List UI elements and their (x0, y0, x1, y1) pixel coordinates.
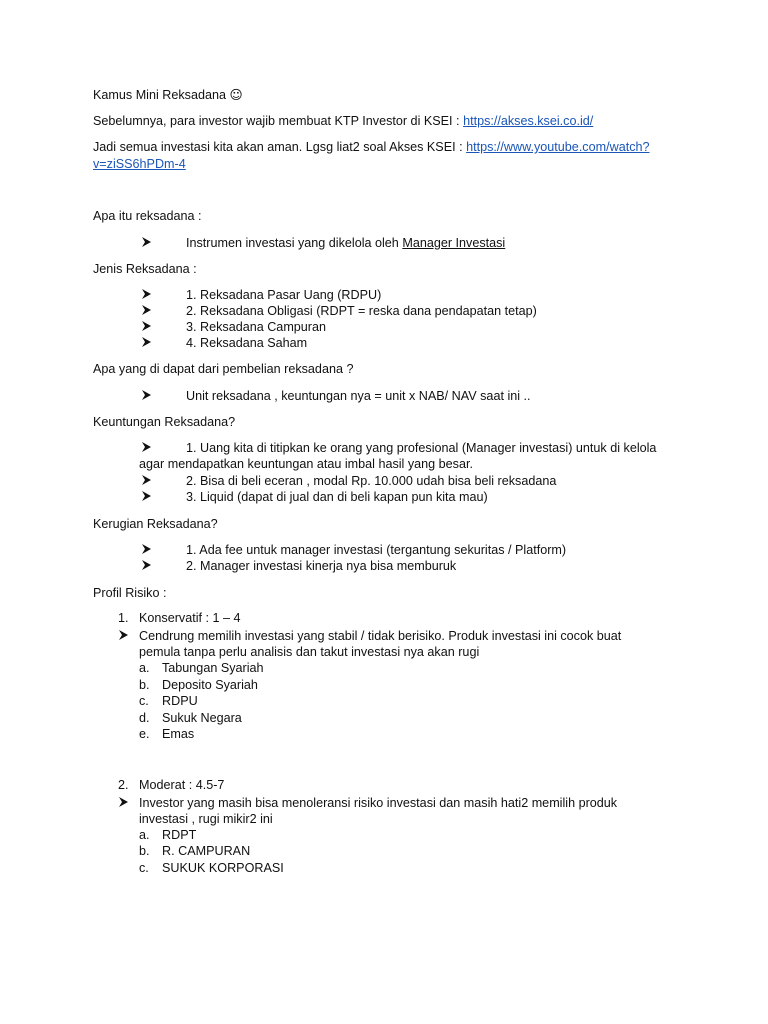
arrow-bullet-icon (141, 236, 152, 248)
arrow-bullet-icon (141, 490, 152, 502)
sub-item-letter: a. (139, 661, 150, 675)
title-text: Kamus Mini Reksadana (93, 88, 226, 102)
sub-item: SUKUK KORPORASI (162, 861, 284, 875)
profile-1-description-cont: pemula tanpa perlu analisis dan takut investasi nya akan rugi (139, 645, 480, 659)
sub-item: Deposito Syariah (162, 678, 258, 692)
smiley-icon: ☺ (229, 87, 243, 102)
intro-paragraph-1 (93, 113, 593, 129)
profile-1-description: Cendrung memilih investasi yang stabil / tidak berisiko. Produk investasi ini cocok buat (139, 629, 622, 643)
sub-item: R. CAMPURAN (162, 844, 251, 858)
manager-investasi-term: Manager Investasi (402, 236, 506, 250)
ksei-link[interactable]: https://akses.ksei.co.id/ (463, 114, 594, 128)
intro-paragraph-2 (93, 139, 650, 155)
sub-item-letter: c. (139, 694, 149, 708)
arrow-bullet-icon (141, 336, 152, 348)
question-profil-risiko: Profil Risiko : (93, 586, 167, 600)
document-title (93, 87, 243, 103)
sub-item: RDPU (162, 694, 198, 708)
intro-2-text: Jadi semua investasi kita akan aman. Lgsg liat2 soal Akses KSEI : (93, 140, 467, 154)
question-keuntungan: Keuntungan Reksadana? (93, 415, 236, 429)
youtube-link-part-2[interactable]: v=ziSS6hPDm-4 (93, 157, 186, 171)
profile-2-description: Investor yang masih bisa menoleransi risiko investasi dan masih hati2 memilih produk (139, 796, 618, 810)
profile-1-title: Konservatif : 1 – 4 (139, 611, 241, 625)
list-item: 1. Uang kita di titipkan ke orang yang profesional (Manager investasi) untuk di kelola (186, 441, 657, 455)
list-item: 3. Liquid (dapat di jual dan di beli kapan pun kita mau) (186, 490, 488, 504)
list-item: 4. Reksadana Saham (186, 336, 308, 350)
question-apa-itu-reksadana: Apa itu reksadana : (93, 209, 202, 223)
answer-apa-yang-di-dapat: Unit reksadana , keuntungan nya = unit x NAB/ NAV saat ini .. (186, 389, 531, 403)
list-item: 1. Ada fee untuk manager investasi (tergantung sekuritas / Platform) (186, 543, 567, 557)
question-apa-yang-di-dapat: Apa yang di dapat dari pembelian reksadana ? (93, 362, 354, 376)
arrow-bullet-icon (141, 543, 152, 555)
list-item: 2. Reksadana Obligasi (RDPT = reska dana pendapatan tetap) (186, 304, 537, 318)
profile-2-number: 2. (118, 778, 129, 792)
sub-item-letter: b. (139, 678, 150, 692)
profile-2-title: Moderat : 4.5-7 (139, 778, 225, 792)
answer-apa-itu-reksadana (186, 235, 505, 251)
sub-item-letter: d. (139, 711, 150, 725)
arrow-bullet-icon (141, 320, 152, 332)
profile-1-number: 1. (118, 611, 129, 625)
arrow-bullet-icon (118, 629, 129, 641)
sub-item-letter: c. (139, 861, 149, 875)
question-jenis-reksadana: Jenis Reksadana : (93, 262, 197, 276)
arrow-bullet-icon (141, 389, 152, 401)
list-item: 2. Manager investasi kinerja nya bisa memburuk (186, 559, 457, 573)
profile-2-description-cont: investasi , rugi mikir2 ini (139, 812, 273, 826)
sub-item-letter: a. (139, 828, 150, 842)
sub-item: Tabungan Syariah (162, 661, 264, 675)
arrow-bullet-icon (141, 474, 152, 486)
arrow-bullet-icon (118, 796, 129, 808)
youtube-link-part-1[interactable]: https://www.youtube.com/watch? (466, 140, 650, 154)
sub-item: Emas (162, 727, 195, 741)
arrow-bullet-icon (141, 304, 152, 316)
list-item: 3. Reksadana Campuran (186, 320, 327, 334)
arrow-bullet-icon (141, 288, 152, 300)
sub-item: RDPT (162, 828, 197, 842)
list-item-continuation: agar mendapatkan keuntungan atau imbal hasil yang besar. (139, 457, 473, 471)
list-item: 1. Reksadana Pasar Uang (RDPU) (186, 288, 382, 302)
question-kerugian: Kerugian Reksadana? (93, 517, 218, 531)
answer-1-prefix: Instrumen investasi yang dikelola oleh (186, 236, 403, 250)
sub-item: Sukuk Negara (162, 711, 242, 725)
intro-1-text: Sebelumnya, para investor wajib membuat KTP Investor di KSEI : (93, 114, 464, 128)
sub-item-letter: b. (139, 844, 150, 858)
sub-item-letter: e. (139, 727, 150, 741)
list-item: 2. Bisa di beli eceran , modal Rp. 10.000 udah bisa beli reksadana (186, 474, 557, 488)
intro-paragraph-2-cont (93, 156, 186, 172)
arrow-bullet-icon (141, 559, 152, 571)
arrow-bullet-icon (141, 441, 152, 453)
